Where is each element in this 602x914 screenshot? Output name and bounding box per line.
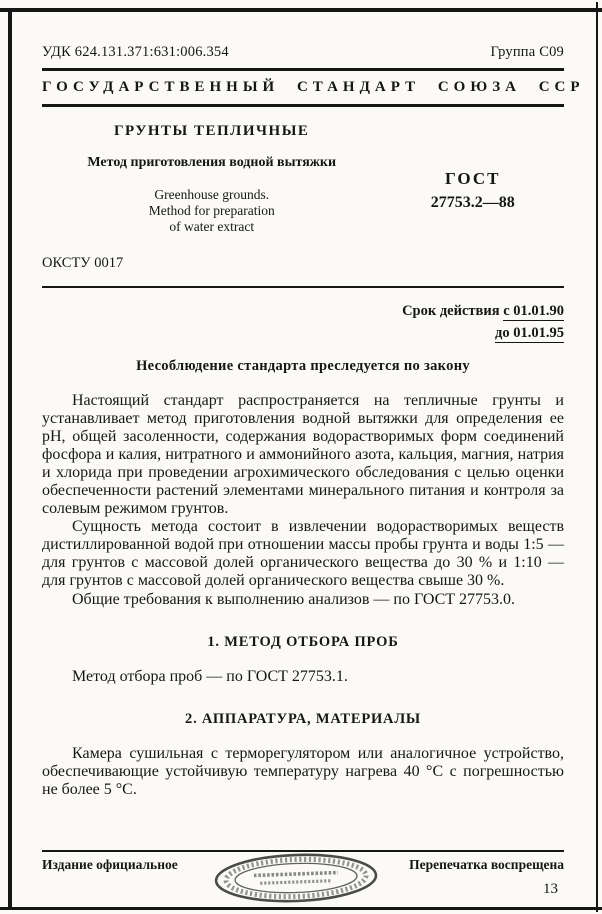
document-title-en-line1: Greenhouse grounds. <box>154 187 270 202</box>
official-edition-label: Издание официальное <box>42 857 178 872</box>
page-border-top <box>0 8 602 12</box>
validity-to-date: до 01.01.95 <box>495 325 564 342</box>
paragraph-method-essence: Сущность метода состоит в извлечении водорастворимых веществ дистиллированной водой при отношении массы пробы грунта и воды 1:5 — для грунтов с массовой долей органического вещества до 30 % и 1:10 — для грунтов с массовой долей органического вещества свыше 30 %. <box>42 518 564 590</box>
page-content <box>42 44 585 914</box>
paragraph-scope: Настоящий стандарт распространяется на тепличные грунты и устанавливает метод приготовления водной вытяжки для определения ее рН, общей засоленности, содержания водорастворимых форм соединений фосфора и калия, нитратного и аммонийного азота, кальция, магния, натрия и хлорида при проведении агрохимического обследования с целью оценки обеспеченности растений элементами минерального питания и контроля за солевым режимом грунтов. <box>42 391 564 518</box>
top-divider <box>42 68 564 71</box>
okstu-code: ОКСТУ 0017 <box>42 254 124 271</box>
official-stamp <box>209 849 383 912</box>
state-standard-title: ГОСУДАРСТВЕННЫЙ СТАНДАРТ СОЮЗА ССР <box>42 79 585 95</box>
validity-line-1 <box>42 300 564 322</box>
document-body <box>42 392 564 799</box>
title-left-column <box>42 123 381 235</box>
validity-note <box>42 300 564 345</box>
paragraph-general-requirements: Общие требования к выполнению анализов — по ГОСТ 27753.0. <box>72 590 516 608</box>
page-border-right <box>596 2 598 912</box>
page-number: 13 <box>543 881 558 897</box>
classification-row <box>42 44 564 61</box>
document-title-en-line2: Method for preparation <box>148 202 275 218</box>
page-border-left <box>8 8 12 910</box>
law-notice: Несоблюдение стандарта преследуется по закону <box>136 357 470 374</box>
validity-line-2 <box>42 322 564 344</box>
section-divider <box>42 286 564 288</box>
section-2-text: Камера сушильная с терморегулятором или аналогичное устройство, обеспечивающие устойчивую температуру нагрева 40 °С с погрешностью не более 5 °С. <box>42 744 564 798</box>
title-right-column <box>381 123 564 235</box>
section-1-heading: 1. МЕТОД ОТБОРА ПРОБ <box>207 633 399 650</box>
section-1-text: Метод отбора проб — по ГОСТ 27753.1. <box>72 667 348 685</box>
document-title-en <box>52 187 371 235</box>
gost-label: ГОСТ <box>445 169 501 188</box>
page-footer <box>42 850 564 898</box>
document-title-en-line3: of water extract <box>169 218 255 234</box>
title-divider <box>42 104 564 107</box>
section-2-heading: 2. АППАРАТУРА, МАТЕРИАЛЫ <box>185 710 421 727</box>
udk-code: УДК 624.131.371:631:006.354 <box>42 44 229 60</box>
document-subtitle-ru: Метод приготовления водной вытяжки <box>87 155 337 170</box>
document-title-ru: ГРУНТЫ ТЕПЛИЧНЫЕ <box>114 123 310 139</box>
validity-label: Срок действия <box>402 302 500 319</box>
reprint-prohibited-label: Перепечатка воспрещена <box>409 857 564 872</box>
group-code: Группа С09 <box>490 44 564 60</box>
title-block <box>42 123 564 235</box>
gost-number: 27753.2—88 <box>430 194 515 211</box>
validity-from-date: с 01.01.90 <box>503 302 564 319</box>
